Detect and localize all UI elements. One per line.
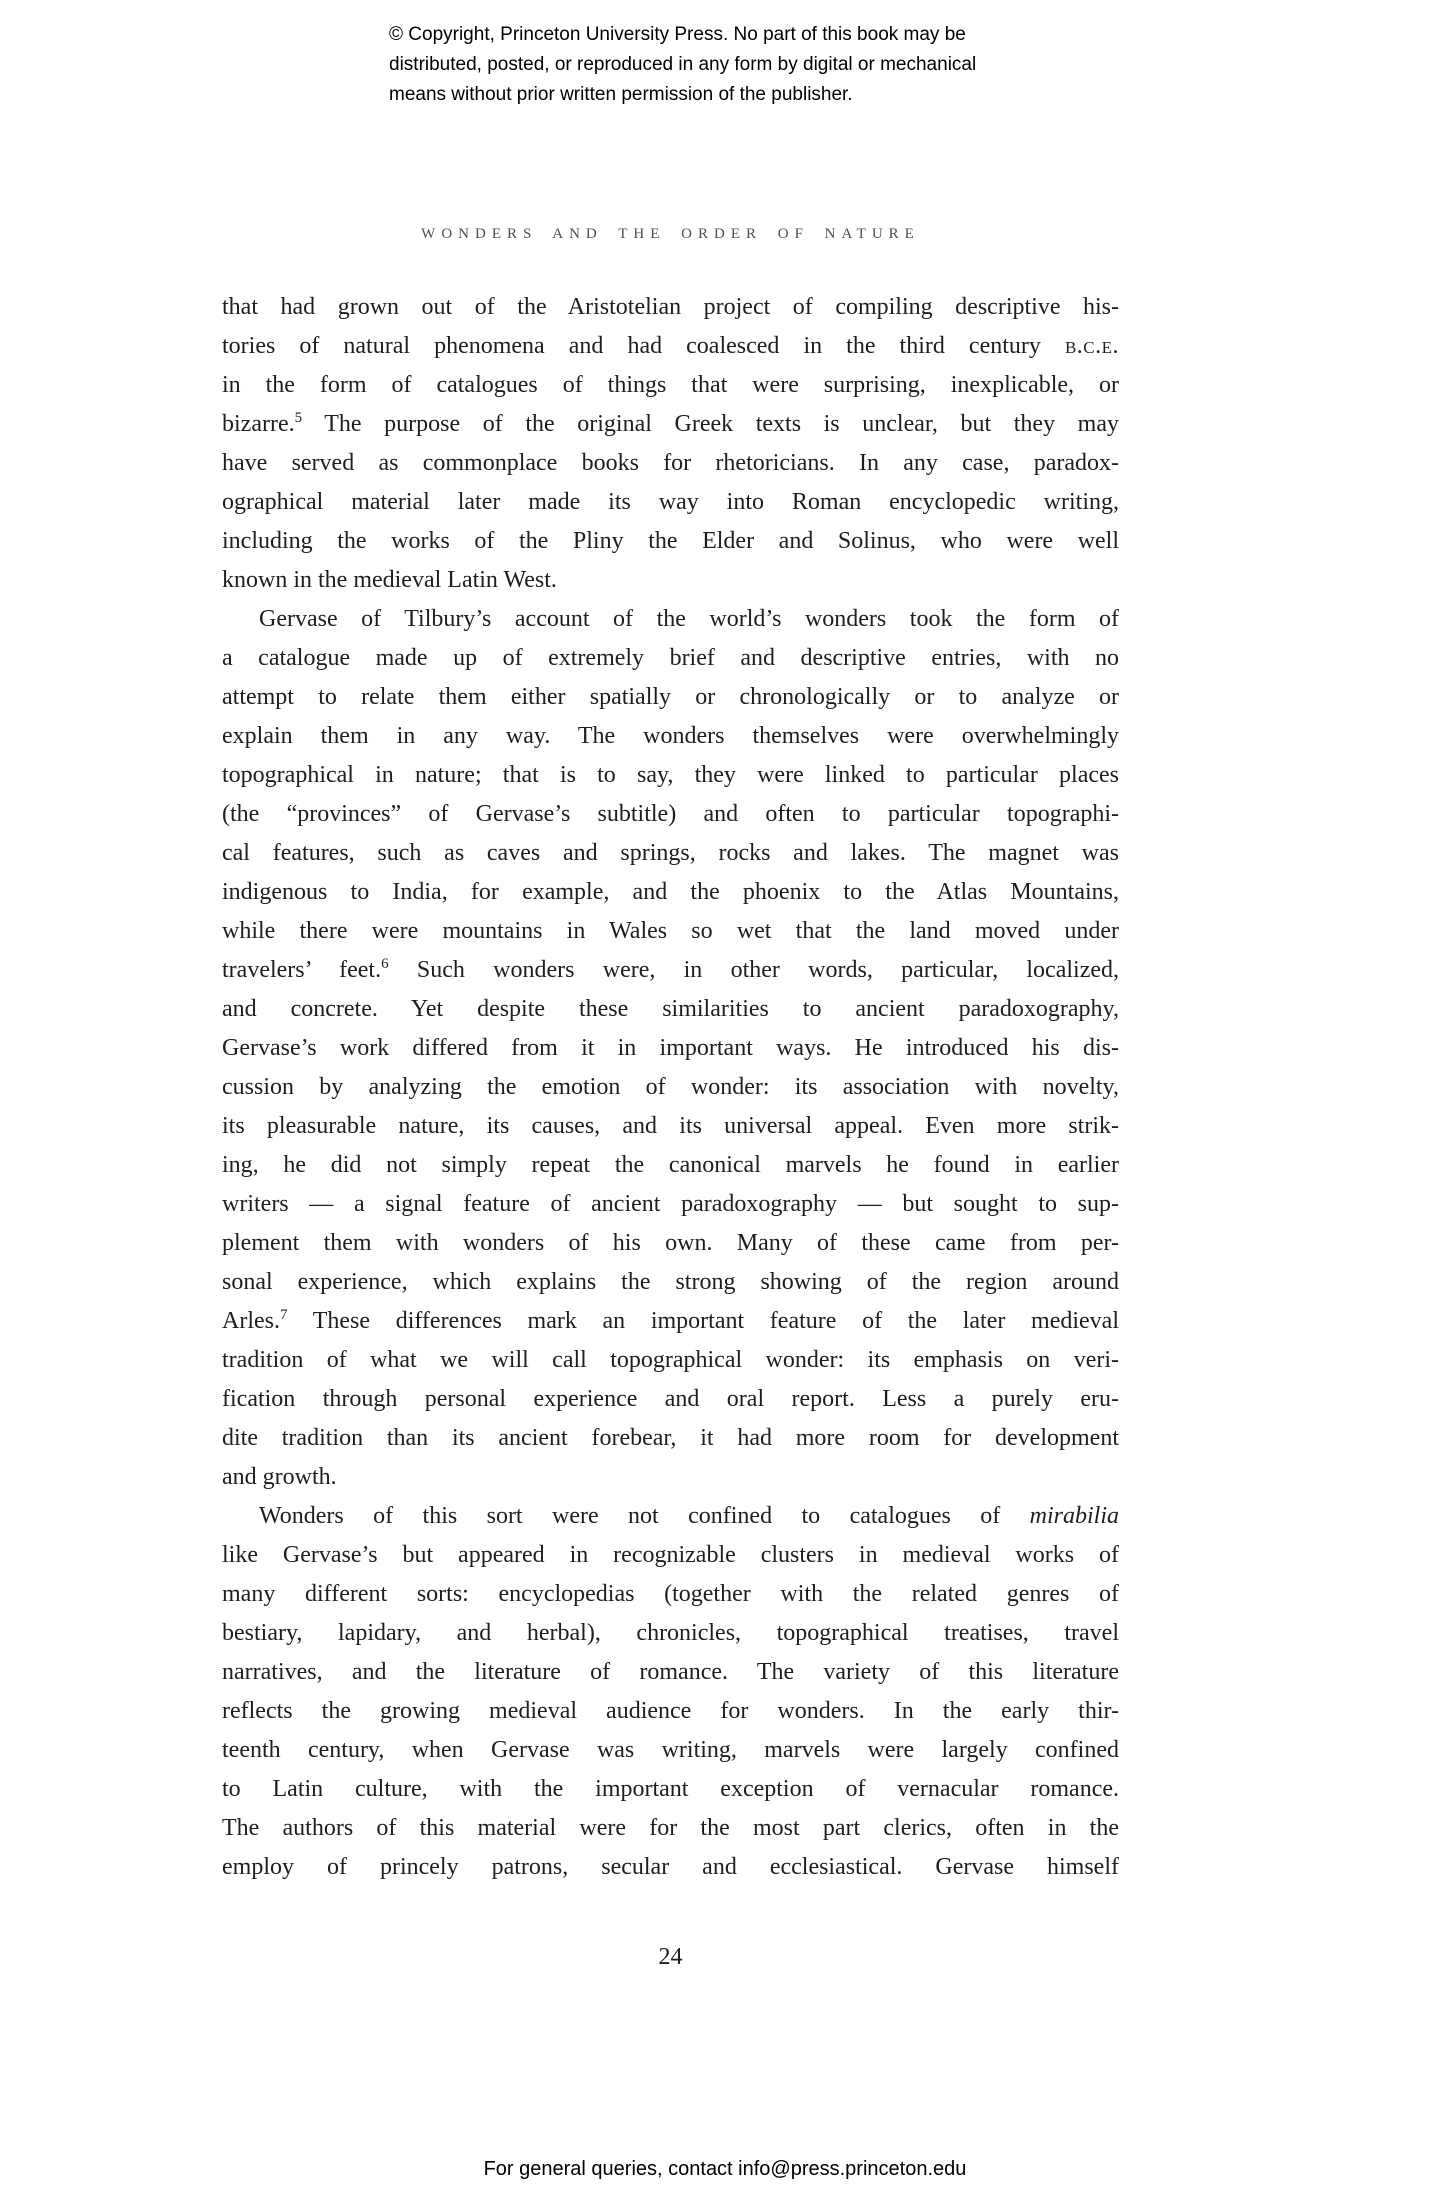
text-segment: mirabilia [1029,1503,1119,1529]
text-line [222,756,1119,795]
text-line [222,1614,1119,1653]
footnote-reference: 5 [294,410,303,426]
text-segment: plement them with wonders of his own. Many of these came from per- [222,1230,1119,1256]
text-segment: and growth. [222,1464,337,1490]
text-line [222,1302,1119,1341]
text-line [222,639,1119,678]
text-line [222,1536,1119,1575]
copyright-line: © Copyright, Princeton University Press. No part of this book may be [389,24,966,45]
text-segment: topographical in nature; that is to say, they were linked to particular places [222,762,1119,788]
text-line [222,522,1119,561]
text-segment: its pleasurable nature, its causes, and its universal appeal. Even more strik- [222,1113,1119,1139]
text-segment: to Latin culture, with the important exception of vernacular romance. [222,1776,1119,1802]
text-segment: employ of princely patrons, secular and ecclesiastical. Gervase himself [222,1854,1119,1880]
text-segment: Gervase’s work differed from it in important ways. He introduced his dis- [222,1035,1119,1061]
text-line [222,444,1119,483]
text-segment: in the form of catalogues of things that were surprising, inexplicable, or [222,372,1119,398]
text-segment: tradition of what we will call topographical wonder: its emphasis on veri- [222,1347,1119,1373]
text-line [222,951,1119,990]
text-line [222,834,1119,873]
text-line [222,990,1119,1029]
text-line [222,1185,1119,1224]
text-line [222,912,1119,951]
text-segment: explain them in any way. The wonders themselves were overwhelmingly [222,723,1119,749]
text-segment: The purpose of the original Greek texts is unclear, but they may [302,411,1119,437]
footnote-reference: 7 [279,1307,288,1323]
text-segment: while there were mountains in Wales so wet that the land moved under [222,918,1119,944]
copyright-line: distributed, posted, or reproduced in any form by digital or mechanical [389,54,977,75]
text-line [222,873,1119,912]
text-segment: have served as commonplace books for rhetoricians. In any case, paradox- [222,450,1119,476]
text-segment: fication through personal experience and oral report. Less a purely eru- [222,1386,1119,1412]
text-segment: Wonders of this sort were not confined to catalogues of [259,1503,1030,1529]
text-segment: reflects the growing medieval audience for wonders. In the early thir- [222,1698,1119,1724]
text-segment: a catalogue made up of extremely brief and descriptive entries, with no [222,645,1119,671]
text-segment: Gervase of Tilbury’s account of the world’s wonders took the form of [259,606,1119,632]
text-line [222,1380,1119,1419]
text-segment: ing, he did not simply repeat the canonical marvels he found in earlier [222,1152,1119,1178]
text-line [222,483,1119,522]
text-segment: These differences mark an important feature of the later medieval [287,1308,1119,1334]
text-segment: Such wonders were, in other words, particular, localized, [388,957,1120,983]
text-line [222,600,1119,639]
text-segment: including the works of the Pliny the Elder and Solinus, who were well [222,528,1119,554]
text-segment: tories of natural phenomena and had coalesced in the third century [222,333,1065,359]
text-line [222,1068,1119,1107]
text-segment: and concrete. Yet despite these similarities to ancient paradoxography, [222,996,1119,1022]
paragraph [222,600,1119,1497]
text-segment: writers — a signal feature of ancient paradoxography — but sought to sup- [222,1191,1119,1217]
copyright-notice [389,20,976,110]
text-line [222,1497,1119,1536]
text-segment: like Gervase’s but appeared in recognizable clusters in medieval works of [222,1542,1119,1568]
copyright-line: means without prior written permission of the publisher. [389,84,853,105]
text-line [222,1770,1119,1809]
text-segment: bestiary, lapidary, and herbal), chronicles, topographical treatises, travel [222,1620,1119,1646]
text-line [222,366,1119,405]
running-head: WONDERS AND THE ORDER OF NATURE [421,226,920,242]
paragraph [222,288,1119,600]
text-segment: bizarre. [222,411,295,437]
text-segment: cal features, such as caves and springs, rocks and lakes. The magnet was [222,840,1119,866]
text-line [222,1263,1119,1302]
body-text [222,288,1119,1887]
text-line [222,288,1119,327]
page-number: 24 [658,1944,683,1970]
text-line [222,1224,1119,1263]
text-line [222,1575,1119,1614]
text-segment: known in the medieval Latin West. [222,567,557,593]
text-segment: attempt to relate them either spatially or chronologically or to analyze or [222,684,1119,710]
text-line [222,1107,1119,1146]
text-line [222,1341,1119,1380]
text-segment: teenth century, when Gervase was writing, marvels were largely confined [222,1737,1119,1763]
text-line [222,405,1119,444]
text-segment: ographical material later made its way into Roman encyclopedic writing, [222,489,1119,515]
text-line [222,678,1119,717]
text-line [222,327,1119,366]
text-line [222,1146,1119,1185]
text-segment: travelers’ feet. [222,957,382,983]
paragraph [222,1497,1119,1887]
text-line [222,1692,1119,1731]
text-line [222,1458,1119,1497]
text-line [222,1653,1119,1692]
text-segment: dite tradition than its ancient forebear, it had more room for development [222,1425,1119,1451]
text-line [222,717,1119,756]
text-segment: b.c.e. [1064,333,1119,359]
text-segment: The authors of this material were for the most part clerics, often in the [222,1815,1119,1841]
text-segment: Arles. [222,1308,280,1334]
text-line [222,1731,1119,1770]
text-segment: sonal experience, which explains the strong showing of the region around [222,1269,1119,1295]
text-segment: (the “provinces” of Gervase’s subtitle) and often to particular topographi- [222,801,1119,827]
text-segment: narratives, and the literature of romance. The variety of this literature [222,1659,1119,1685]
text-line [222,795,1119,834]
text-line [222,1848,1119,1887]
footer-contact: For general queries, contact info@press.princeton.edu [483,2158,967,2180]
text-line [222,561,1119,600]
text-line [222,1029,1119,1068]
text-segment: that had grown out of the Aristotelian project of compiling descriptive his- [222,294,1119,320]
text-segment: cussion by analyzing the emotion of wonder: its association with novelty, [222,1074,1119,1100]
text-line [222,1809,1119,1848]
text-line [222,1419,1119,1458]
footnote-reference: 6 [381,956,389,972]
text-segment: indigenous to India, for example, and the phoenix to the Atlas Mountains, [222,879,1119,905]
text-segment: many different sorts: encyclopedias (together with the related genres of [222,1581,1119,1607]
